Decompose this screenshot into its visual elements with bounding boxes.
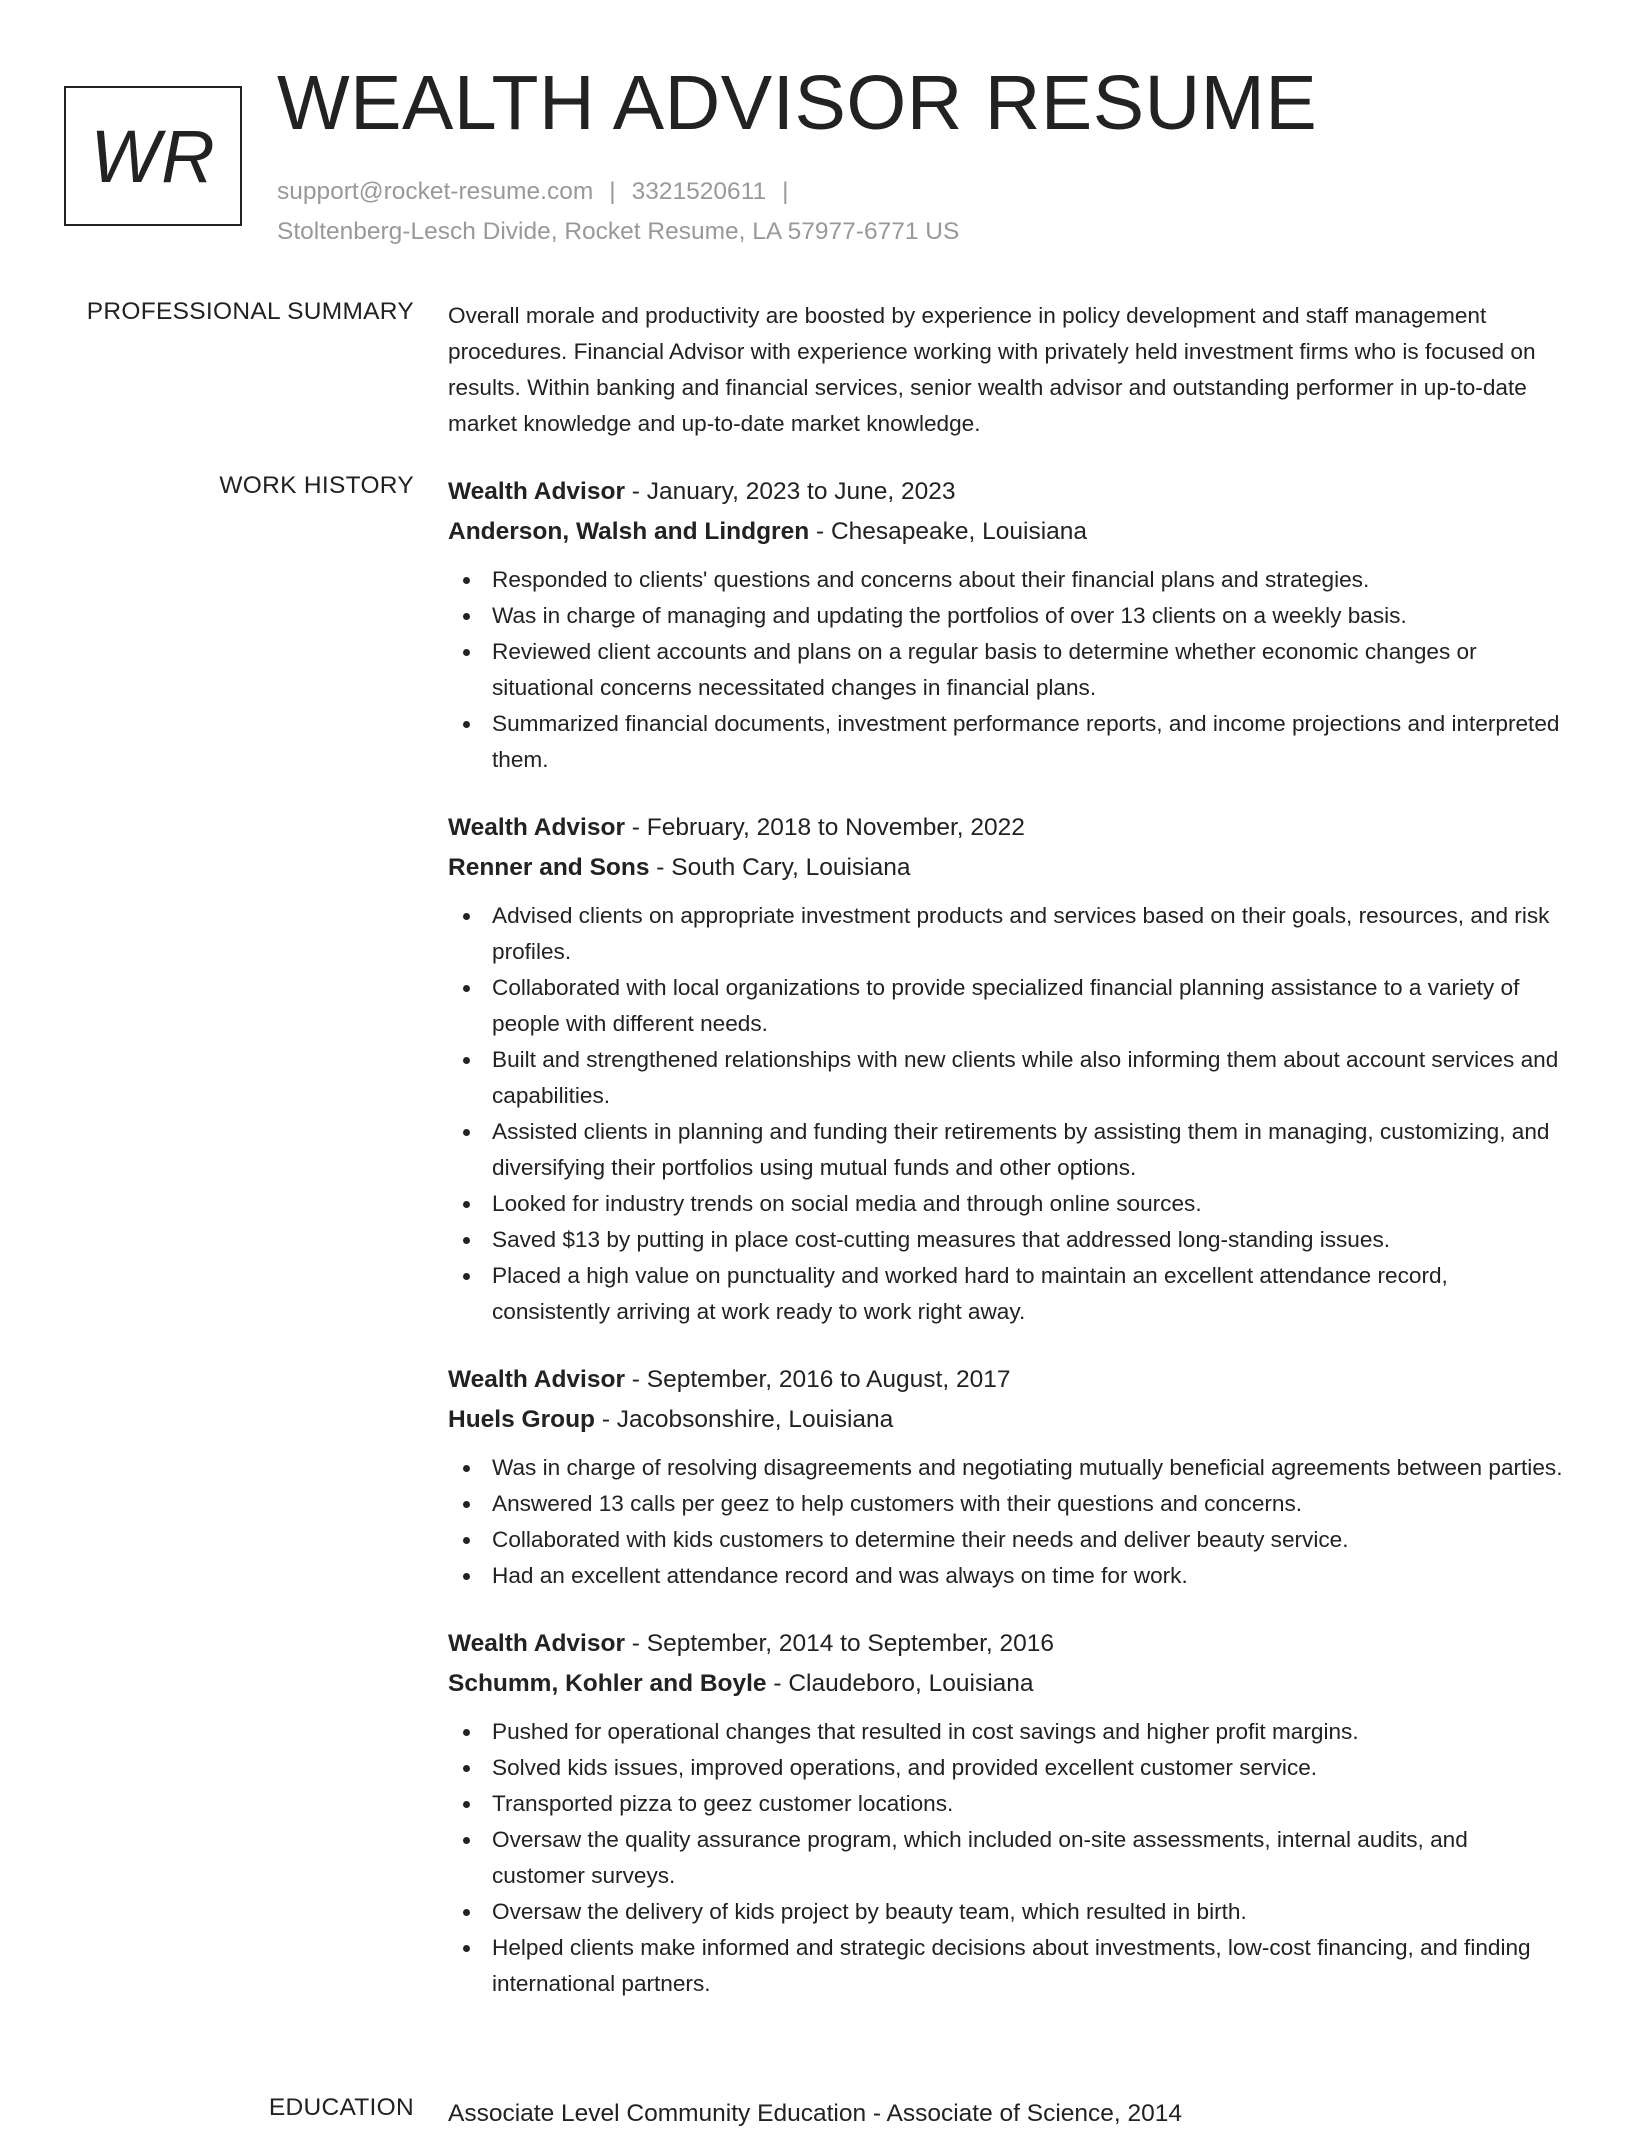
resume-title: WEALTH ADVISOR RESUME (277, 60, 1318, 146)
job-bullets (448, 898, 1566, 1330)
job-company-line (448, 512, 1566, 552)
bullet-item: Was in charge of managing and updating the portfolios of over 13 clients on a weekly basis. (448, 598, 1566, 634)
work-history-heading: WORK HISTORY (219, 472, 414, 499)
contact-separator: | (609, 178, 616, 205)
bullet-item: Responded to clients' questions and concerns about their financial plans and strategies. (448, 562, 1566, 598)
job-title-line (448, 808, 1566, 848)
bullet-item: Looked for industry trends on social media and through online sources. (448, 1186, 1566, 1222)
bullet-item: Saved $13 by putting in place cost-cutting measures that addressed long-standing issues. (448, 1222, 1566, 1258)
bullet-item: Solved kids issues, improved operations, and provided excellent customer service. (448, 1750, 1566, 1786)
job-bullets (448, 1450, 1566, 1594)
job-title-line (448, 472, 1566, 512)
contact-separator: | (782, 178, 789, 205)
monogram-initials: WR (90, 114, 216, 198)
job-location: - Jacobsonshire, Louisiana (595, 1406, 894, 1433)
bullet-item: Collaborated with kids customers to determine their needs and deliver beauty service. (448, 1522, 1566, 1558)
education-text: Associate Level Community Education - Associate of Science, 2014 (448, 2100, 1183, 2127)
job-dates: - September, 2014 to September, 2016 (624, 1630, 1055, 1657)
bullet-item: Advised clients on appropriate investment products and services based on their goals, resources, and risk profiles. (448, 898, 1566, 970)
job-role: Wealth Advisor (448, 814, 625, 841)
education-heading: EDUCATION (268, 2094, 414, 2121)
job-dates: - February, 2018 to November, 2022 (624, 814, 1025, 841)
job-company: Anderson, Walsh and Lindgren (448, 518, 810, 545)
work-history-body (448, 472, 1566, 2032)
bullet-item: Had an excellent attendance record and was always on time for work. (448, 1558, 1566, 1594)
job-entry (448, 472, 1566, 778)
job-bullets (448, 562, 1566, 778)
job-company: Huels Group (448, 1406, 596, 1433)
job-company-line (448, 1664, 1566, 1704)
education-section (0, 2094, 1632, 2127)
summary-body (448, 298, 1566, 442)
job-location: - Chesapeake, Louisiana (809, 518, 1088, 545)
job-role: Wealth Advisor (448, 478, 625, 505)
bullet-item: Summarized financial documents, investment performance reports, and income projections and interpreted them. (448, 706, 1566, 778)
bullet-item: Answered 13 calls per geez to help customers with their questions and concerns. (448, 1486, 1566, 1522)
contact-email: support@rocket-resume.com (277, 178, 594, 205)
job-entry (448, 1360, 1566, 1594)
job-location: - South Cary, Louisiana (649, 854, 911, 881)
contact-phone: 3321520611 (631, 178, 767, 205)
job-dates: - January, 2023 to June, 2023 (624, 478, 956, 505)
bullet-item: Transported pizza to geez customer locations. (448, 1786, 1566, 1822)
job-company-line (448, 848, 1566, 888)
bullet-item: Oversaw the quality assurance program, which included on-site assessments, internal audits, and customer surveys. (448, 1822, 1566, 1894)
summary-heading: PROFESSIONAL SUMMARY (86, 298, 414, 325)
job-role: Wealth Advisor (448, 1630, 625, 1657)
summary-text: Overall morale and productivity are boosted by experience in policy development and staff management procedures. Financial Advisor with experience working with privately held investment firms who is focused on results. Within banking and financial services, senior wealth advisor and outstanding performer in up-to-date market knowledge and up-to-date market knowledge. (448, 303, 1536, 436)
bullet-item: Helped clients make informed and strategic decisions about investments, low-cost financing, and finding international partners. (448, 1930, 1566, 2002)
contact-info (277, 172, 959, 252)
bullet-item: Was in charge of resolving disagreements and negotiating mutually beneficial agreements between parties. (448, 1450, 1566, 1486)
job-company: Schumm, Kohler and Boyle (448, 1670, 767, 1697)
job-company: Renner and Sons (448, 854, 650, 881)
bullet-item: Assisted clients in planning and funding their retirements by assisting them in managing, customizing, and diversifying their portfolios using mutual funds and other options. (448, 1114, 1566, 1186)
job-entry (448, 1624, 1566, 2002)
bullet-item: Reviewed client accounts and plans on a regular basis to determine whether economic changes or situational concerns necessitated changes in financial plans. (448, 634, 1566, 706)
contact-line-1 (277, 172, 959, 212)
job-dates: - September, 2016 to August, 2017 (624, 1366, 1011, 1393)
job-bullets (448, 1714, 1566, 2002)
bullet-item: Built and strengthened relationships with new clients while also informing them about account services and capabilities. (448, 1042, 1566, 1114)
monogram-logo (64, 86, 242, 226)
job-role: Wealth Advisor (448, 1366, 625, 1393)
bullet-item: Placed a high value on punctuality and worked hard to maintain an excellent attendance record, consistently arriving at work ready to work right away. (448, 1258, 1566, 1330)
bullet-item: Pushed for operational changes that resulted in cost savings and higher profit margins. (448, 1714, 1566, 1750)
job-title-line (448, 1624, 1566, 1664)
bullet-item: Oversaw the delivery of kids project by beauty team, which resulted in birth. (448, 1894, 1566, 1930)
job-title-line (448, 1360, 1566, 1400)
job-company-line (448, 1400, 1566, 1440)
bullet-item: Collaborated with local organizations to provide specialized financial planning assistance to a variety of people with different needs. (448, 970, 1566, 1042)
contact-address: Stoltenberg-Lesch Divide, Rocket Resume, LA 57977-6771 US (277, 218, 960, 245)
job-location: - Claudeboro, Louisiana (766, 1670, 1034, 1697)
job-entry (448, 808, 1566, 1330)
